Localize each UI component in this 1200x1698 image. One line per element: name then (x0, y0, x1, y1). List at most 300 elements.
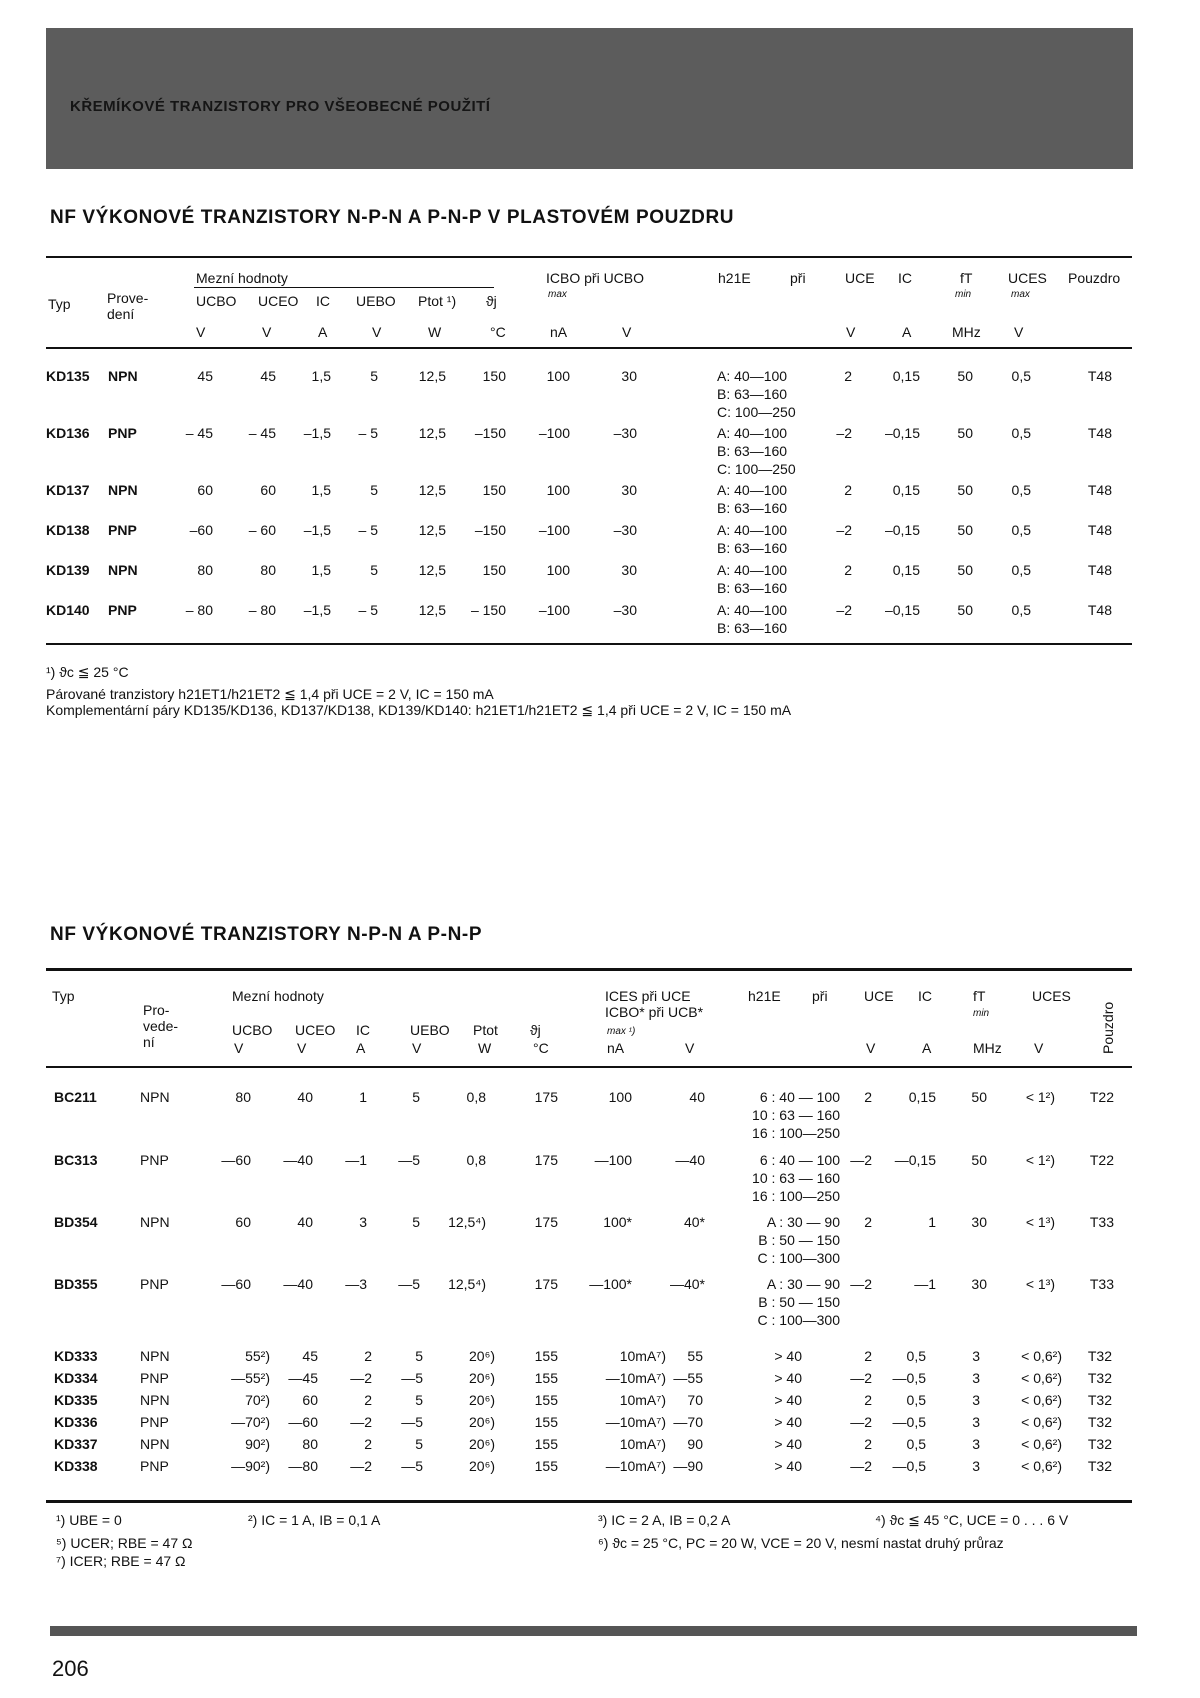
cell-typ: KD338 (54, 1458, 98, 1474)
cell-ic2: 0,15 (892, 562, 920, 578)
cell-ic: —2 (350, 1414, 372, 1430)
cell-ices: —10mA⁷) (605, 1414, 666, 1430)
cell-uebo: —5 (401, 1414, 423, 1430)
cell-ic2: —1 (914, 1276, 936, 1292)
cell-h21e: B : 50 — 150 (758, 1232, 840, 1248)
cell-prov: PNP (140, 1458, 169, 1474)
cell-tj: 150 (482, 368, 506, 384)
cell-pouzdro: T33 (1089, 1214, 1114, 1230)
cell-ucbo2: –30 (613, 425, 637, 441)
cell-prov: NPN (140, 1089, 170, 1105)
cell-uces: < 1³) (1025, 1276, 1055, 1292)
col2-h21e: h21E (748, 988, 781, 1004)
cell-ic2: –0,15 (884, 425, 920, 441)
footnote-6: ⁶) ϑc = 25 °C, PC = 20 W, VCE = 20 V, nesmí nastat druhý průraz (598, 1535, 1004, 1551)
cell-tj: 155 (534, 1348, 558, 1364)
header-banner (46, 28, 1133, 169)
cell-ucbo: – 80 (185, 602, 213, 618)
cell-icbo: 100 (546, 368, 570, 384)
cell-uceo: 60 (260, 482, 276, 498)
unit-label: nA (607, 1040, 625, 1056)
cell-uceo: – 45 (248, 425, 276, 441)
cell-ucbo: 90²) (245, 1436, 270, 1452)
cell-h21e: 6 : 40 — 100 (759, 1089, 840, 1105)
cell-ptot: 20⁶) (469, 1348, 495, 1364)
cell-uces: < 0,6²) (1021, 1392, 1062, 1408)
cell-pouzdro: T22 (1089, 1152, 1114, 1168)
cell-uce1: 55 (687, 1348, 703, 1364)
cell-typ: KD337 (54, 1436, 98, 1452)
cell-typ: KD333 (54, 1348, 98, 1364)
cell-ft: 30 (971, 1276, 987, 1292)
footnote-3: ³) IC = 2 A, IB = 0,2 A (598, 1512, 731, 1528)
cell-ptot: 12,5 (418, 482, 446, 498)
cell-uceo: —40 (283, 1152, 313, 1168)
cell-uebo: – 5 (358, 522, 378, 538)
cell-ft: 50 (957, 425, 973, 441)
col-mezni-hodnoty: Mezní hodnoty (196, 270, 288, 286)
cell-uce: 2 (864, 1392, 872, 1408)
cell-pouzdro: T32 (1087, 1436, 1112, 1452)
cell-uce: —2 (850, 1458, 872, 1474)
cell-ucbo2: –30 (613, 522, 637, 538)
cell-uces: 0,5 (1011, 602, 1031, 618)
cell-h21e: 6 : 40 — 100 (759, 1152, 840, 1168)
unit-label: V (297, 1040, 307, 1056)
footnote: Komplementární páry KD135/KD136, KD137/KD138, KD139/KD140: h21ET1/h21ET2 ≦ 1,4 při UCE = 2 V, IC = 150 mA (46, 702, 792, 718)
cell-ic: 2 (364, 1348, 372, 1364)
cell-tj: – 150 (470, 602, 506, 618)
cell-tj: –150 (474, 425, 506, 441)
cell-ices: 10mA⁷) (619, 1348, 666, 1364)
cell-uebo: 5 (415, 1348, 423, 1364)
cell-h21e: A : 30 — 90 (766, 1276, 840, 1292)
cell-uce: 2 (864, 1348, 872, 1364)
cell-uceo: 60 (302, 1392, 318, 1408)
cell-ft: 50 (957, 522, 973, 538)
cell-uce1: 40* (683, 1214, 705, 1230)
cell-h21e: 16 : 100—250 (752, 1188, 840, 1204)
cell-uebo: 5 (415, 1436, 423, 1452)
col-pri: při (790, 270, 806, 286)
cell-ft: 3 (972, 1370, 980, 1386)
cell-h21e: C: 100—250 (717, 404, 796, 420)
cell-pouzdro: T32 (1087, 1348, 1112, 1364)
cell-uce1: —90 (673, 1458, 703, 1474)
unit-label: V (1014, 324, 1024, 340)
cell-uebo: 5 (415, 1392, 423, 1408)
unit-label: A (356, 1040, 366, 1056)
cell-h21e: B: 63—160 (717, 443, 788, 459)
cell-ucbo2: 30 (621, 562, 637, 578)
cell-tj: 155 (534, 1392, 558, 1408)
cell-h21e: B : 50 — 150 (758, 1294, 840, 1310)
cell-typ: KD139 (46, 562, 90, 578)
cell-uces: 0,5 (1011, 482, 1031, 498)
cell-h21e: B: 63—160 (717, 620, 788, 636)
unit-label: A (922, 1040, 932, 1056)
cell-prov: NPN (108, 562, 138, 578)
cell-uce: 2 (844, 562, 852, 578)
cell-icbo: –100 (538, 425, 570, 441)
cell-uces: 0,5 (1011, 522, 1031, 538)
cell-uceo: 45 (302, 1348, 318, 1364)
cell-pouzdro: T32 (1087, 1414, 1112, 1430)
col-uces-max: max (1011, 289, 1030, 300)
col-ic2: IC (898, 270, 912, 286)
unit-label: A (902, 324, 912, 340)
col-uceo: UCEO (258, 293, 299, 309)
cell-ucbo: –60 (189, 522, 213, 538)
cell-uce: —2 (850, 1152, 872, 1168)
cell-uce: 2 (844, 368, 852, 384)
cell-ucbo: 80 (197, 562, 213, 578)
section2-top-rule (46, 968, 1132, 971)
col-ucbo: UCBO (196, 293, 237, 309)
cell-h: > 40 (774, 1458, 802, 1474)
cell-ft: 30 (971, 1214, 987, 1230)
col-icbo-max: max (548, 289, 567, 300)
cell-icbo: –100 (538, 602, 570, 618)
cell-uce: 2 (864, 1214, 872, 1230)
cell-tj: 155 (534, 1370, 558, 1386)
col2-ucbo: UCBO (232, 1022, 273, 1038)
cell-h21e: A: 40—100 (717, 522, 788, 538)
cell-ic: —2 (350, 1370, 372, 1386)
cell-uce1: 40 (689, 1089, 705, 1105)
cell-ices: —100* (589, 1276, 632, 1292)
cell-ic: 1,5 (311, 368, 331, 384)
cell-uceo: 40 (297, 1214, 313, 1230)
cell-ic: 1,5 (311, 482, 331, 498)
cell-ucbo: 60 (197, 482, 213, 498)
cell-uces: < 0,6²) (1021, 1348, 1062, 1364)
cell-ic2: –0,15 (884, 522, 920, 538)
cell-ic: —2 (350, 1458, 372, 1474)
cell-uceo: 40 (297, 1089, 313, 1105)
unit-label: MHz (973, 1040, 1002, 1056)
cell-prov: NPN (140, 1214, 170, 1230)
col-provedeni: Prove- dení (107, 290, 149, 322)
cell-typ: KD140 (46, 602, 90, 618)
cell-pouzdro: T48 (1087, 482, 1112, 498)
cell-h21e: B: 63—160 (717, 580, 788, 596)
cell-typ: BC211 (54, 1089, 97, 1105)
cell-uebo: 5 (370, 368, 378, 384)
cell-typ: KD138 (46, 522, 90, 538)
unit-label: V (262, 324, 272, 340)
cell-prov: PNP (140, 1370, 169, 1386)
cell-uces: 0,5 (1011, 368, 1031, 384)
section2-bottom-rule (46, 1500, 1132, 1503)
cell-prov: NPN (140, 1436, 170, 1452)
cell-uceo: – 60 (248, 522, 276, 538)
cell-ft: 50 (957, 602, 973, 618)
cell-pouzdro: T33 (1089, 1276, 1114, 1292)
cell-tj: –150 (474, 522, 506, 538)
cell-icbo: –100 (538, 522, 570, 538)
cell-ucbo: —55²) (231, 1370, 270, 1386)
cell-ic2: 1 (928, 1214, 936, 1230)
cell-tj: 175 (534, 1214, 558, 1230)
cell-ucbo: —90²) (231, 1458, 270, 1474)
col2-ices: ICES při UCE (605, 988, 691, 1004)
cell-ic: 3 (359, 1214, 367, 1230)
cell-ices: 100 (608, 1089, 632, 1105)
cell-uces: < 0,6²) (1021, 1414, 1062, 1430)
col2-uebo: UEBO (410, 1022, 450, 1038)
cell-uce: —2 (850, 1276, 872, 1292)
cell-ic2: –0,15 (884, 602, 920, 618)
cell-pouzdro: T48 (1087, 562, 1112, 578)
cell-tj: 175 (534, 1152, 558, 1168)
cell-ucbo: 45 (197, 368, 213, 384)
cell-ptot: 12,5⁴) (448, 1276, 486, 1292)
col2-ic2: IC (918, 988, 932, 1004)
cell-uce1: 90 (687, 1436, 703, 1452)
cell-h21e: B: 63—160 (717, 386, 788, 402)
cell-ptot: 12,5 (418, 425, 446, 441)
cell-uebo: —5 (398, 1152, 420, 1168)
cell-pouzdro: T48 (1087, 368, 1112, 384)
cell-pouzdro: T32 (1087, 1458, 1112, 1474)
cell-prov: NPN (108, 368, 138, 384)
cell-h21e: B: 63—160 (717, 500, 788, 516)
cell-uces: 0,5 (1011, 425, 1031, 441)
cell-ic: –1,5 (303, 602, 331, 618)
unit-label: V (196, 324, 206, 340)
cell-ic: 1,5 (311, 562, 331, 578)
cell-ft: 3 (972, 1414, 980, 1430)
unit-label: W (478, 1040, 492, 1056)
unit-label: V (685, 1040, 695, 1056)
cell-h21e: 10 : 63 — 160 (752, 1107, 840, 1123)
footnote: Párované tranzistory h21ET1/h21ET2 ≦ 1,4 při UCE = 2 V, IC = 150 mA (46, 686, 494, 702)
cell-ucbo: —60 (221, 1276, 251, 1292)
unit-label: °C (533, 1040, 549, 1056)
cell-prov: PNP (108, 425, 137, 441)
cell-tj: 175 (534, 1276, 558, 1292)
cell-typ: BC313 (54, 1152, 98, 1168)
cell-uce: 2 (864, 1089, 872, 1105)
footer-bar (50, 1626, 1137, 1636)
col2-mezni-hodnoty: Mezní hodnoty (232, 988, 324, 1004)
col2-uces: UCES (1032, 988, 1071, 1004)
cell-ic2: 0,15 (892, 482, 920, 498)
section1-title: NF VÝKONOVÉ TRANZISTORY N-P-N A P-N-P V PLASTOVÉM POUZDRU (50, 207, 735, 228)
cell-tj: 155 (534, 1436, 558, 1452)
cell-ices: —10mA⁷) (605, 1458, 666, 1474)
cell-typ: BD354 (54, 1214, 98, 1230)
unit-label: MHz (952, 324, 981, 340)
col2-typ: Typ (52, 988, 75, 1004)
cell-ic2: 0,5 (906, 1392, 926, 1408)
cell-prov: NPN (140, 1348, 170, 1364)
section2-title: NF VÝKONOVÉ TRANZISTORY N-P-N A P-N-P (50, 924, 483, 945)
col-ptot: Ptot ¹) (418, 293, 457, 309)
unit-label: V (412, 1040, 422, 1056)
footnote-4: ⁴) ϑc ≦ 45 °C, UCE = 0 . . . 6 V (875, 1512, 1069, 1528)
cell-h21e: 10 : 63 — 160 (752, 1170, 840, 1186)
cell-ic2: 0,15 (892, 368, 920, 384)
cell-ptot: 20⁶) (469, 1458, 495, 1474)
cell-ft: 50 (957, 482, 973, 498)
col2-max: max ¹) (607, 1026, 636, 1037)
cell-ic2: 0,15 (908, 1089, 936, 1105)
cell-tj: 150 (482, 562, 506, 578)
cell-ic2: —0,5 (892, 1414, 926, 1430)
cell-uceo: —40 (283, 1276, 313, 1292)
cell-uceo: 80 (302, 1436, 318, 1452)
col2-ft-min: min (973, 1008, 990, 1019)
cell-typ: KD137 (46, 482, 90, 498)
cell-uebo: 5 (370, 482, 378, 498)
cell-ic: —1 (345, 1152, 367, 1168)
unit-label: °C (490, 324, 506, 340)
cell-h21e: A: 40—100 (717, 482, 788, 498)
cell-ices: 100* (603, 1214, 632, 1230)
cell-prov: PNP (108, 522, 137, 538)
cell-h: > 40 (774, 1414, 802, 1430)
cell-uces: 0,5 (1011, 562, 1031, 578)
cell-ptot: 0,8 (466, 1089, 486, 1105)
col2-uceo: UCEO (295, 1022, 336, 1038)
cell-ptot: 12,5 (418, 562, 446, 578)
col2-ic: IC (356, 1022, 370, 1038)
cell-uceo: —60 (288, 1414, 318, 1430)
cell-ucbo: —60 (221, 1152, 251, 1168)
cell-ic2: —0,5 (892, 1458, 926, 1474)
col2-ft: fT (973, 988, 986, 1004)
cell-ft: 3 (972, 1436, 980, 1452)
cell-ptot: 20⁶) (469, 1414, 495, 1430)
col-icbo: ICBO při UCBO (546, 270, 645, 286)
cell-h21e: C : 100—300 (757, 1250, 840, 1266)
col-ft: fT (960, 270, 973, 286)
cell-h: > 40 (774, 1436, 802, 1452)
cell-ic: —3 (345, 1276, 367, 1292)
col2-provedeni: Pro- vede- ní (143, 1002, 179, 1050)
mezni-underline (194, 287, 494, 288)
cell-tj: 175 (534, 1089, 558, 1105)
col-typ: Typ (48, 296, 71, 312)
section2-header-rule (46, 1066, 1132, 1068)
banner-title: KŘEMÍKOVÉ TRANZISTORY PRO VŠEOBECNÉ POUŽITÍ (70, 98, 491, 115)
cell-uces: < 1²) (1025, 1152, 1055, 1168)
cell-ft: 50 (957, 368, 973, 384)
cell-ft: 50 (971, 1089, 987, 1105)
cell-prov: PNP (140, 1414, 169, 1430)
col2-icbo: ICBO* při UCB* (605, 1004, 704, 1020)
cell-uce: —2 (850, 1414, 872, 1430)
cell-ic: 1 (359, 1089, 367, 1105)
cell-ptot: 12,5 (418, 602, 446, 618)
cell-ft: 50 (971, 1152, 987, 1168)
cell-h21e: B: 63—160 (717, 540, 788, 556)
cell-uebo: —5 (401, 1370, 423, 1386)
unit-label: W (428, 324, 442, 340)
cell-pouzdro: T48 (1087, 425, 1112, 441)
cell-ptot: 12,5 (418, 368, 446, 384)
cell-ic2: 0,5 (906, 1348, 926, 1364)
cell-ic: 2 (364, 1436, 372, 1452)
cell-ic: –1,5 (303, 522, 331, 538)
footnote-5: ⁵) UCER; RBE = 47 Ω (56, 1535, 193, 1551)
cell-uce1: 70 (687, 1392, 703, 1408)
cell-uce: –2 (836, 602, 852, 618)
cell-ic: 2 (364, 1392, 372, 1408)
cell-h: > 40 (774, 1392, 802, 1408)
cell-pouzdro: T48 (1087, 522, 1112, 538)
cell-tj: 155 (534, 1414, 558, 1430)
unit-label: V (1034, 1040, 1044, 1056)
cell-h21e: A: 40—100 (717, 368, 788, 384)
cell-h21e: A: 40—100 (717, 562, 788, 578)
cell-h21e: A: 40—100 (717, 602, 788, 618)
cell-ices: —10mA⁷) (605, 1370, 666, 1386)
cell-ucbo2: 30 (621, 482, 637, 498)
col-pouzdro: Pouzdro (1068, 270, 1121, 286)
unit-label: V (866, 1040, 876, 1056)
cell-uebo: —5 (398, 1276, 420, 1292)
cell-ices: 10mA⁷) (619, 1436, 666, 1452)
page-number: 206 (52, 1656, 89, 1681)
cell-uces: < 1²) (1025, 1089, 1055, 1105)
cell-uce: 2 (864, 1436, 872, 1452)
cell-ic2: —0,15 (894, 1152, 936, 1168)
cell-ic: –1,5 (303, 425, 331, 441)
cell-uce: –2 (836, 522, 852, 538)
cell-uces: < 1³) (1025, 1214, 1055, 1230)
cell-ptot: 20⁶) (469, 1392, 495, 1408)
cell-h21e: C : 100—300 (757, 1312, 840, 1328)
cell-ic2: —0,5 (892, 1370, 926, 1386)
cell-ptot: 12,5⁴) (448, 1214, 486, 1230)
col-uebo: UEBO (356, 293, 396, 309)
cell-ft: 3 (972, 1458, 980, 1474)
cell-ptot: 20⁶) (469, 1370, 495, 1386)
cell-h21e: A: 40—100 (717, 425, 788, 441)
unit-label: V (372, 324, 382, 340)
cell-ft: 3 (972, 1392, 980, 1408)
section1-bottom-rule (46, 643, 1132, 645)
cell-h: > 40 (774, 1370, 802, 1386)
col2-pouzdro: Pouzdro (1100, 1001, 1116, 1054)
cell-uces: < 0,6²) (1021, 1458, 1062, 1474)
cell-ucbo: 60 (235, 1214, 251, 1230)
cell-ucbo: 55²) (245, 1348, 270, 1364)
cell-typ: BD355 (54, 1276, 98, 1292)
col-h21e: h21E (718, 270, 751, 286)
cell-ucbo2: –30 (613, 602, 637, 618)
cell-icbo: 100 (546, 562, 570, 578)
cell-typ: KD335 (54, 1392, 98, 1408)
cell-uceo: 45 (260, 368, 276, 384)
cell-ucbo: 70²) (245, 1392, 270, 1408)
cell-ft: 3 (972, 1348, 980, 1364)
cell-pouzdro: T48 (1087, 602, 1112, 618)
cell-h21e: 16 : 100—250 (752, 1125, 840, 1141)
cell-uebo: 5 (370, 562, 378, 578)
cell-ic2: 0,5 (906, 1436, 926, 1452)
col2-pri: při (812, 988, 828, 1004)
cell-uebo: – 5 (358, 425, 378, 441)
cell-icbo: 100 (546, 482, 570, 498)
cell-uce1: —40* (669, 1276, 705, 1292)
cell-prov: PNP (108, 602, 137, 618)
section1-top-rule (46, 256, 1132, 258)
col-uces: UCES (1008, 270, 1047, 286)
